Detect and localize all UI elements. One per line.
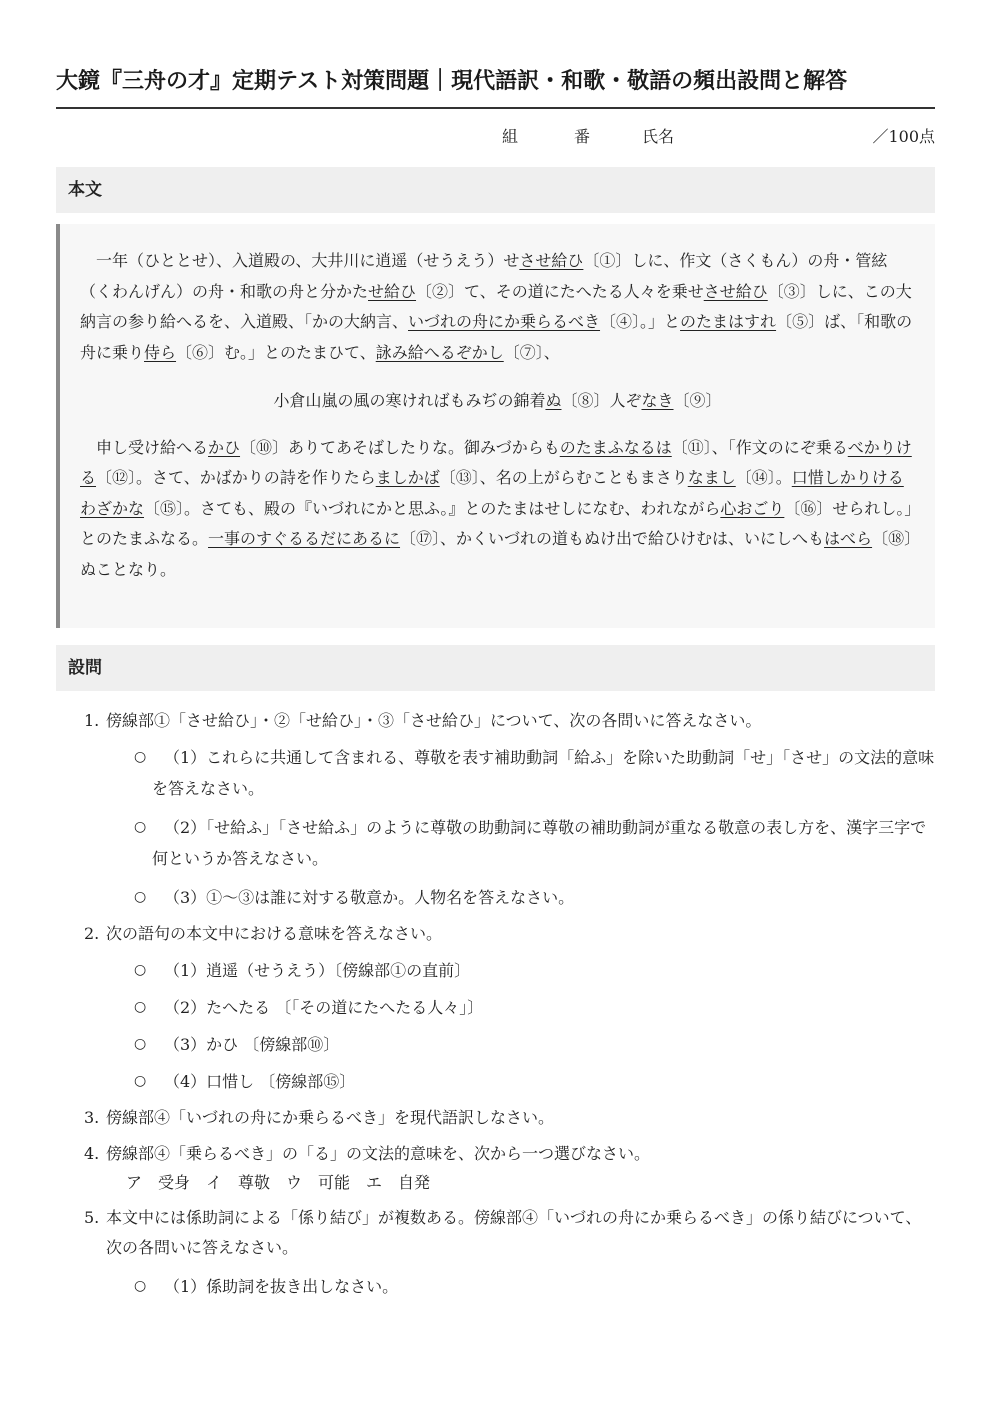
question-text: 傍線部①「させ給ひ」・②「せ給ひ」・③「させ給ひ」について、次の各問いに答えなさい。 <box>106 711 762 730</box>
underlined-phrase: 侍ら <box>144 342 177 362</box>
question-1 <box>56 706 935 736</box>
underlined-phrase: させ給ひ <box>519 251 584 270</box>
passage-text: 〔⑭〕。 <box>735 468 792 487</box>
title-divider <box>56 107 935 109</box>
passage-text: 〔⑯〕せられし。」とのたまふなる。 <box>80 498 913 548</box>
sub-question: ○ （1）逍遥（せうえう）〔傍線部①の直前〕 <box>56 955 935 986</box>
passage-text: 一年（ひととせ）、入道殿の、大井川に逍遥（せうえう）せ <box>96 251 520 270</box>
question-number: 1. <box>84 711 100 730</box>
question-number: 4. <box>84 1144 100 1163</box>
underlined-phrase: いづれの舟にか乗らるべき <box>408 312 601 331</box>
bullet-icon: ○ <box>134 1073 147 1089</box>
passage-text: 〔⑦〕、 <box>503 342 560 362</box>
underlined-phrase: ぬ <box>545 391 562 410</box>
bullet-icon: ○ <box>134 999 147 1015</box>
section-heading-questions: 設問 <box>56 645 935 691</box>
passage-text: 〔⑪〕、「作文のにぞ乗る <box>671 437 848 457</box>
question-3 <box>56 1103 935 1133</box>
passage-text: 〔⑬〕、名の上がらむこともまさり <box>439 468 688 487</box>
number-label: 番 <box>574 127 591 146</box>
bullet-icon: ○ <box>134 819 147 835</box>
underlined-phrase: せ給ひ <box>368 281 417 301</box>
question-2 <box>56 919 935 949</box>
underlined-phrase: ましかば <box>375 468 440 487</box>
question-number: 3. <box>84 1108 100 1127</box>
question-text: 傍線部④「いづれの舟にか乗らるべき」を現代語訳しなさい。 <box>106 1108 555 1127</box>
passage-text: 〔⑫〕。さて、かばかりの詩を作りたら <box>96 468 376 487</box>
underlined-phrase: はべら <box>824 529 873 548</box>
underlined-phrase: なまし <box>687 468 736 487</box>
question-list <box>56 706 935 1302</box>
question-text: 次の語句の本文中における意味を答えなさい。 <box>106 924 443 943</box>
passage-text: 〔③〕しに、この大納言の参り給へるを、入道殿、「かの大納言、 <box>80 281 912 331</box>
passage-paragraph-1 <box>80 246 915 368</box>
section-heading-honbun: 本文 <box>56 167 935 213</box>
passage-text: 〔⑥〕む。」とのたまひて、 <box>176 342 376 362</box>
sub-question: ○ （1）これらに共通して含まれる、尊敬を表す補助動詞「給ふ」を除いた助動詞「せ」「させ」の文法的意味を答えなさい。 <box>56 742 935 804</box>
passage-text: 〔①〕しに、作文（さくもん）の舟・管絃（くわんげん）の舟・和歌の舟と分かた <box>80 251 888 301</box>
question-5 <box>56 1203 935 1263</box>
underlined-phrase: 詠み給へるぞかし <box>375 342 504 362</box>
passage-text: 〔⑨〕 <box>673 391 722 410</box>
underlined-phrase: のたまふなるは <box>559 437 672 457</box>
passage-text: 小倉山嵐の風の寒ければもみぢの錦着 <box>273 391 546 410</box>
sub-question: ○ （2）「せ給ふ」「させ給ふ」のように尊敬の助動詞に尊敬の補助動詞が重なる敬意の表し方を、漢字三字で何というか答えなさい。 <box>56 812 935 874</box>
sub-question: ○ （3）かひ 〔傍線部⑩〕 <box>56 1029 935 1060</box>
bullet-icon: ○ <box>134 749 147 765</box>
passage-text: 〔②〕て、その道にたへたる人々を乗せ <box>416 281 704 301</box>
sub-question: ○ （4）口惜し 〔傍線部⑮〕 <box>56 1066 935 1097</box>
name-label: 氏名 <box>642 127 675 146</box>
question-text: 傍線部④「乗らるべき」の「る」の文法的意味を、次から一つ選びなさい。 <box>106 1144 651 1163</box>
question-4 <box>56 1139 935 1169</box>
bullet-icon: ○ <box>134 1278 147 1294</box>
waka-poem <box>80 386 915 417</box>
underlined-phrase: なき <box>641 391 674 410</box>
passage-box <box>56 224 935 628</box>
passage-text: 〔⑰〕、かくいづれの道もぬけ出で給ひけむは、いにしへも <box>400 529 825 548</box>
underlined-phrase: のたまはすれ <box>680 312 777 331</box>
underlined-phrase: かひ <box>208 437 241 457</box>
page-title: 大鏡『三舟の才』定期テスト対策問題｜現代語訳・和歌・敬語の頻出設問と解答 <box>56 68 848 94</box>
class-label: 組 <box>502 127 519 146</box>
passage-text: 〔⑱〕ぬことなり。 <box>80 529 913 579</box>
question-number: 5. <box>84 1208 100 1227</box>
underlined-phrase: 口惜しかりけるわざかな <box>80 468 904 518</box>
passage-text: 〔⑤〕ば、「和歌の舟に乗り <box>80 312 913 362</box>
student-info-row <box>56 124 935 148</box>
question-number: 2. <box>84 924 100 943</box>
score-label: ／100点 <box>872 127 935 146</box>
bullet-icon: ○ <box>134 962 147 978</box>
sub-question: ○ （2）たへたる 〔「その道にたへたる人々」〕 <box>56 992 935 1023</box>
passage-text: 〔⑧〕人ぞ <box>561 391 642 410</box>
underlined-phrase: 心おごり <box>720 498 785 518</box>
underlined-phrase: べかりける <box>80 437 912 487</box>
bullet-icon: ○ <box>134 1036 147 1052</box>
underlined-phrase: させ給ひ <box>703 281 768 301</box>
underlined-phrase: 一事のすぐるるだにあるに <box>208 529 401 548</box>
passage-text: 申し受け給へる <box>96 437 209 457</box>
passage-text: 〔⑩〕ありてあそばしたりな。御みづからも <box>240 437 560 457</box>
question-text: 本文中には係助詞による「係り結び」が複数ある。傍線部④「いづれの舟にか乗らるべき」の係り結びについて、次の各問いに答えなさい。 <box>106 1208 922 1257</box>
answer-choices: ア 受身 イ 尊敬 ウ 可能 エ 自発 <box>126 1173 431 1192</box>
sub-question: ○ （1）係助詞を抜き出しなさい。 <box>56 1271 935 1302</box>
sub-question: ○ （3）①〜③は誰に対する敬意か。人物名を答えなさい。 <box>56 882 935 913</box>
passage-text: 〔⑮〕。さても、殿の『いづれにかと思ふ。』とのたまはせしになむ、われながら <box>144 498 721 518</box>
passage-paragraph-2 <box>80 433 915 586</box>
passage-text: 〔④〕。」と <box>600 312 681 331</box>
bullet-icon: ○ <box>134 889 147 905</box>
